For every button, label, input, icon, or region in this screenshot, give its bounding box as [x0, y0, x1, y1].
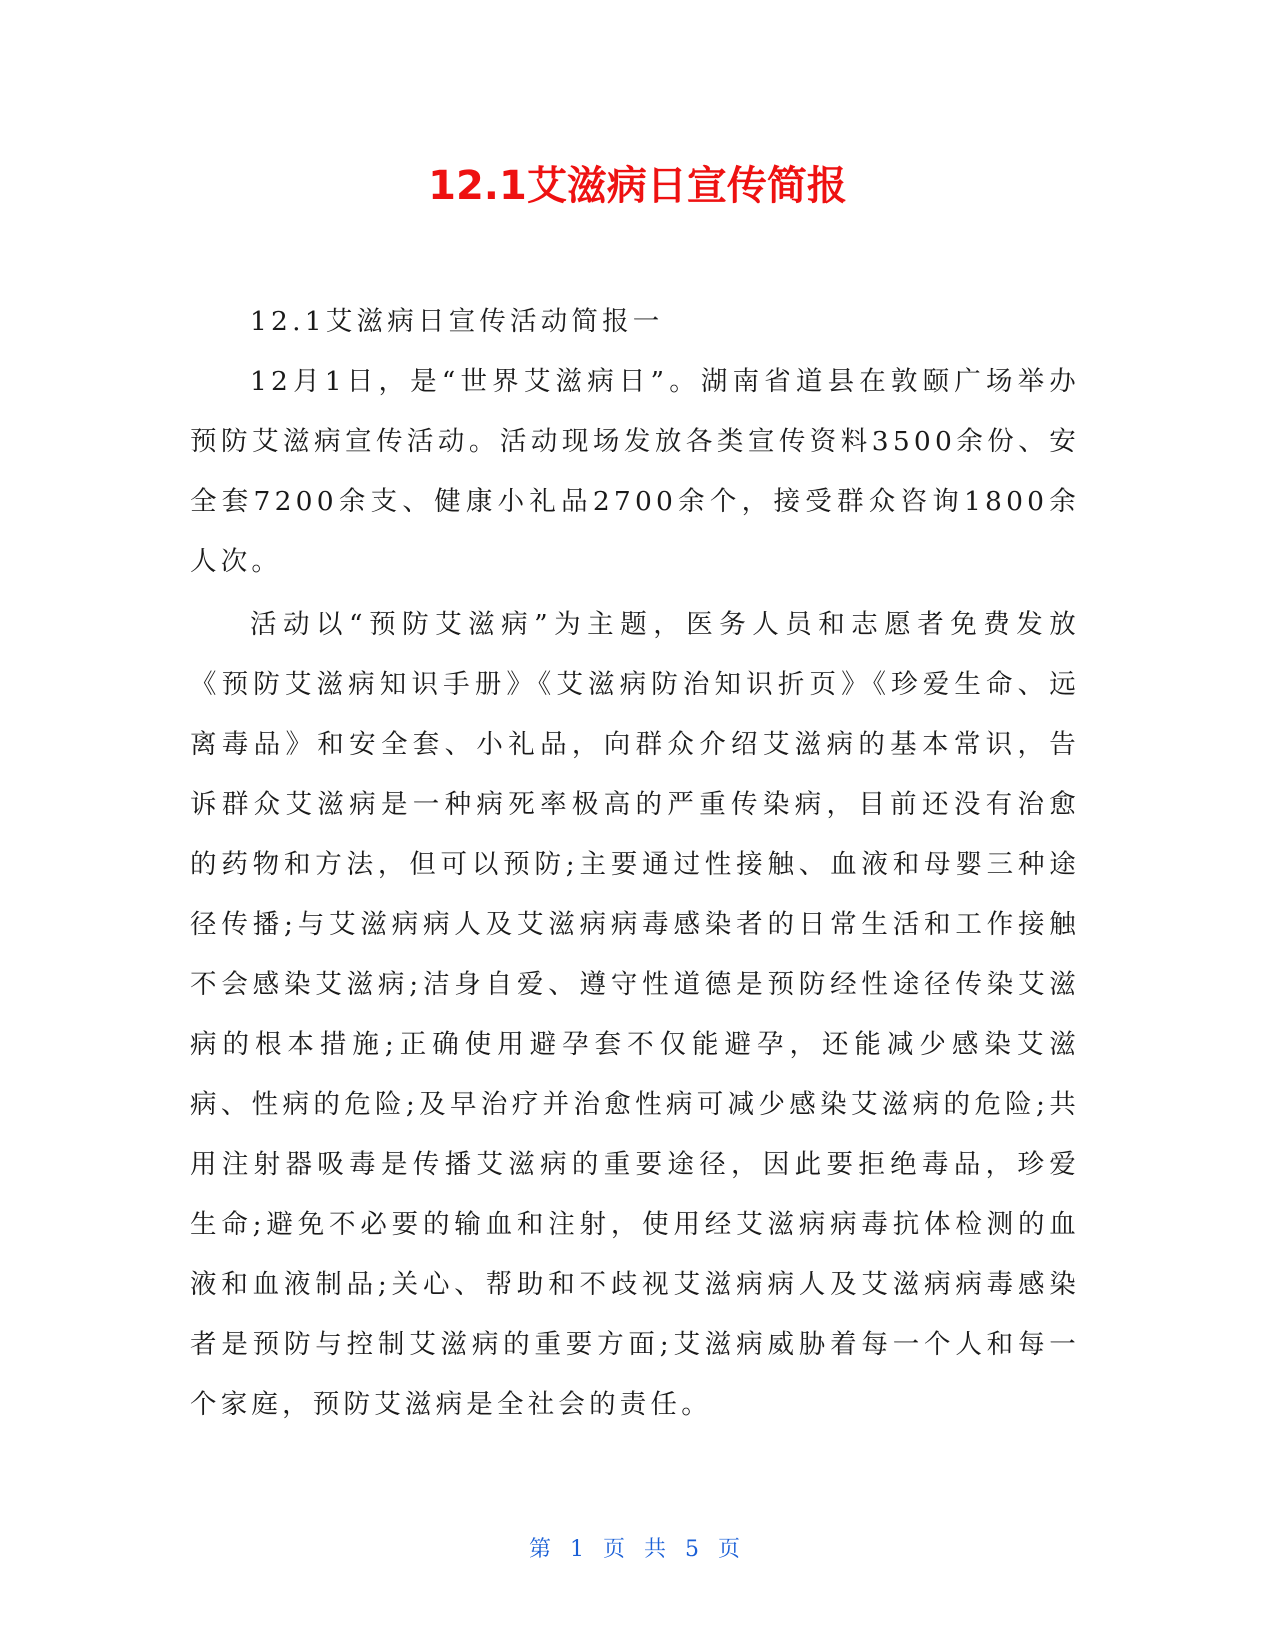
body-paragraph-event-summary: 12月1日，是“世界艾滋病日”。湖南省道县在敦颐广场举办预防艾滋病宣传活动。活动现场发放各类宣传资料3500余份、安全套7200余支、健康小礼品2700余个，接受群众咨询1800余人次。	[190, 366, 1080, 577]
body-paragraph-activity-details: 活动以“预防艾滋病”为主题，医务人员和志愿者免费发放《预防艾滋病知识手册》《艾滋病防治知识折页》《珍爱生命、远离毒品》和安全套、小礼品，向群众介绍艾滋病的基本常识，告诉群众艾滋病是一种病死率极高的严重传染病，目前还没有治愈的药物和方法，但可以预防;主要通过性接触、血液和母婴三种途径传播;与艾滋病病人及艾滋病病毒感染者的日常生活和工作接触不会感染艾滋病;洁身自爱、遵守性道德是预防经性途径传染艾滋病的根本措施;正确使用避孕套不仅能避孕，还能减少感染艾滋病、性病的危险;及早治疗并治愈性病可减少感染艾滋病的危险;共用注射器吸毒是传播艾滋病的重要途径，因此要拒绝毒品，珍爱生命;避免不必要的输血和注射，使用经艾滋病病毒抗体检测的血液和血液制品;关心、帮助和不歧视艾滋病病人及艾滋病病毒感染者是预防与控制艾滋病的重要方面;艾滋病威胁着每一个人和每一个家庭，预防艾滋病是全社会的责任。	[190, 609, 1080, 1420]
section-subtitle: 12.1艾滋病日宣传活动简报一	[250, 306, 664, 337]
document-title: 12.1艾滋病日宣传简报	[428, 163, 847, 209]
page-number-footer: 第 1 页 共 5 页	[529, 1537, 746, 1562]
document-body	[190, 292, 1080, 1435]
